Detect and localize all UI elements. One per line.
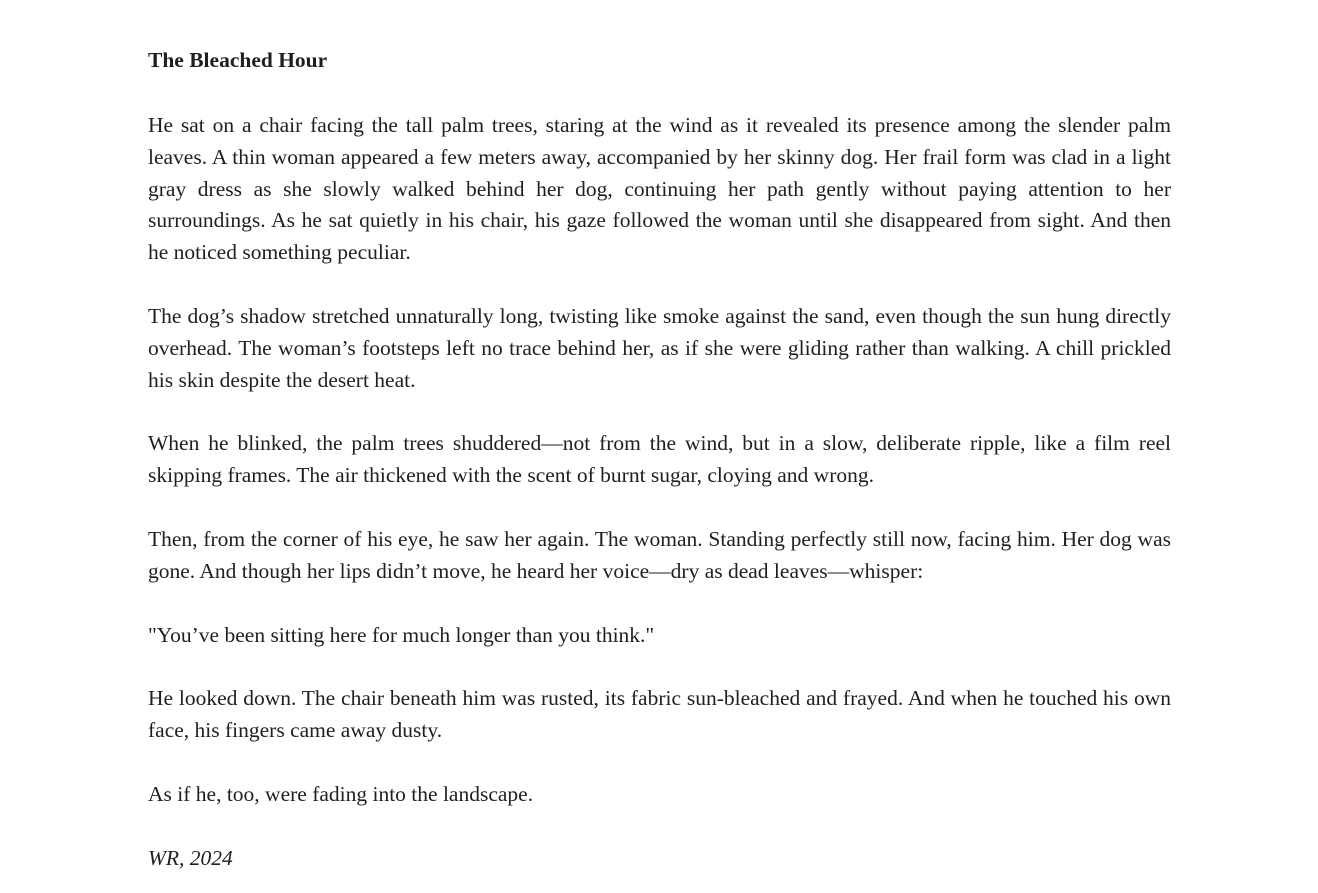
paragraph-1: He sat on a chair facing the tall palm trees, staring at the wind as it revealed its presence among the slender palm leaves. A thin woman appeared a few meters away, accompanied by her skinny dog. Her frail form was clad in a light gray dress as she slowly walked behind her dog, continuing her path gently without paying attention to her surroundings. As he sat quietly in his chair, his gaze followed the woman until she disappeared from sight. And then he noticed something peculiar. [148,113,1171,265]
document-page [148,42,1171,875]
paragraph-2: The dog’s shadow stretched unnaturally long, twisting like smoke against the sand, even though the sun hung directly overhead. The woman’s footsteps left no trace behind her, as if she were gliding rather than walking. A chill prickled his skin despite the desert heat. [148,303,1171,392]
paragraph-4: Then, from the corner of his eye, he saw her again. The woman. Standing perfectly still now, facing him. Her dog was gone. And though her lips didn’t move, he heard her voice—dry as dead leaves—whisper: [148,526,1171,583]
story-title: The Bleached Hour [148,48,328,72]
paragraph-7: As if he, too, were fading into the landscape. [148,781,534,806]
paragraph-3: When he blinked, the palm trees shuddered—not from the wind, but in a slow, deliberate ripple, like a film reel skipping frames. The air thickened with the scent of burnt sugar, cloying and wrong. [148,431,1171,488]
author-signature: WR, 2024 [148,845,233,870]
paragraph-5-quote: "You’ve been sitting here for much longer than you think." [148,622,655,647]
paragraph-6: He looked down. The chair beneath him was rusted, its fabric sun-bleached and frayed. And when he touched his own face, his fingers came away dusty. [148,686,1171,743]
